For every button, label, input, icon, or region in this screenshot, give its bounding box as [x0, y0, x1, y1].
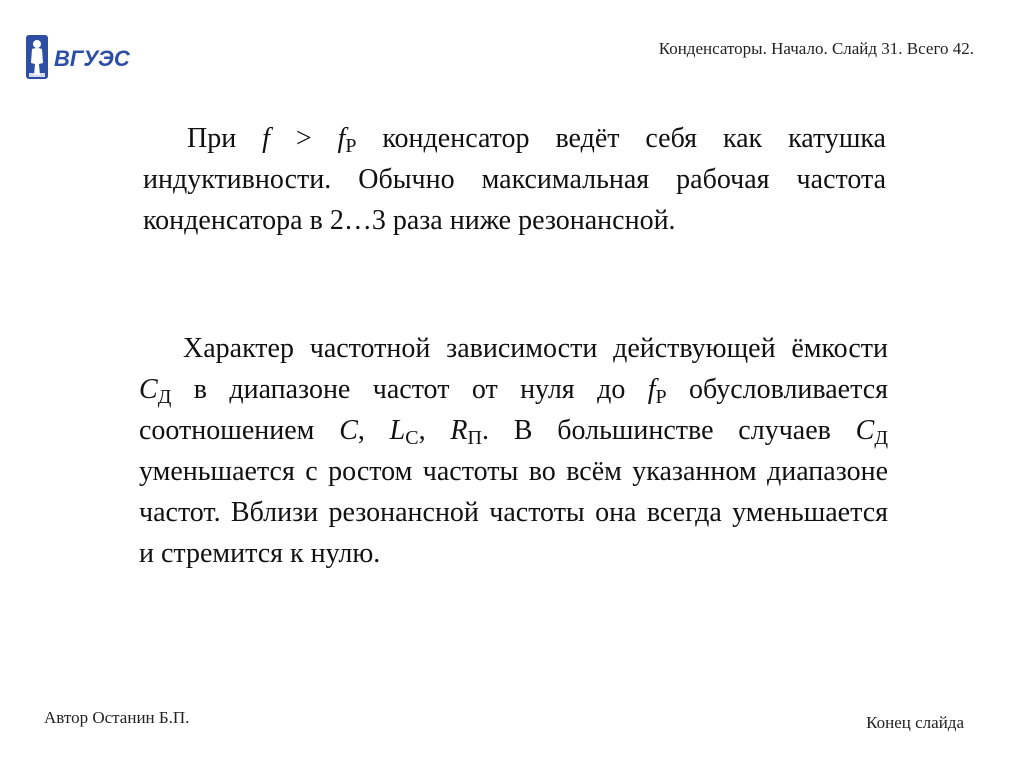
university-emblem-icon	[26, 35, 48, 79]
paragraph-resonance: При $f > f_Р$ конденсатор ведёт себя как катушка индуктивности. Обычно максимальная рабочая частота конденсатора в 2…3 раза ниже резонансной.	[143, 123, 886, 236]
author-footer: Автор Останин Б.П.	[44, 708, 190, 727]
university-logo	[24, 33, 142, 81]
logo-text: ВГУЭС	[54, 46, 130, 71]
slide-header-title: Конденсаторы. Начало. Слайд 31. Всего 42.	[658, 39, 974, 58]
end-slide-link[interactable]: Конец слайда	[866, 713, 964, 732]
paragraph-frequency-dependence: Характер частотной зависимости действующей ёмкости $C_Д$ в диапазоне частот от нуля до $f_Р$ обусловливается соотношением C, $L_С$, $R_П$. В большинстве случаев $C_Д$ уменьшается с ростом частоты во всём указанном диапазоне частот. Вблизи резонансной частоты она всегда уменьшается и стремится к нулю.	[139, 333, 889, 569]
